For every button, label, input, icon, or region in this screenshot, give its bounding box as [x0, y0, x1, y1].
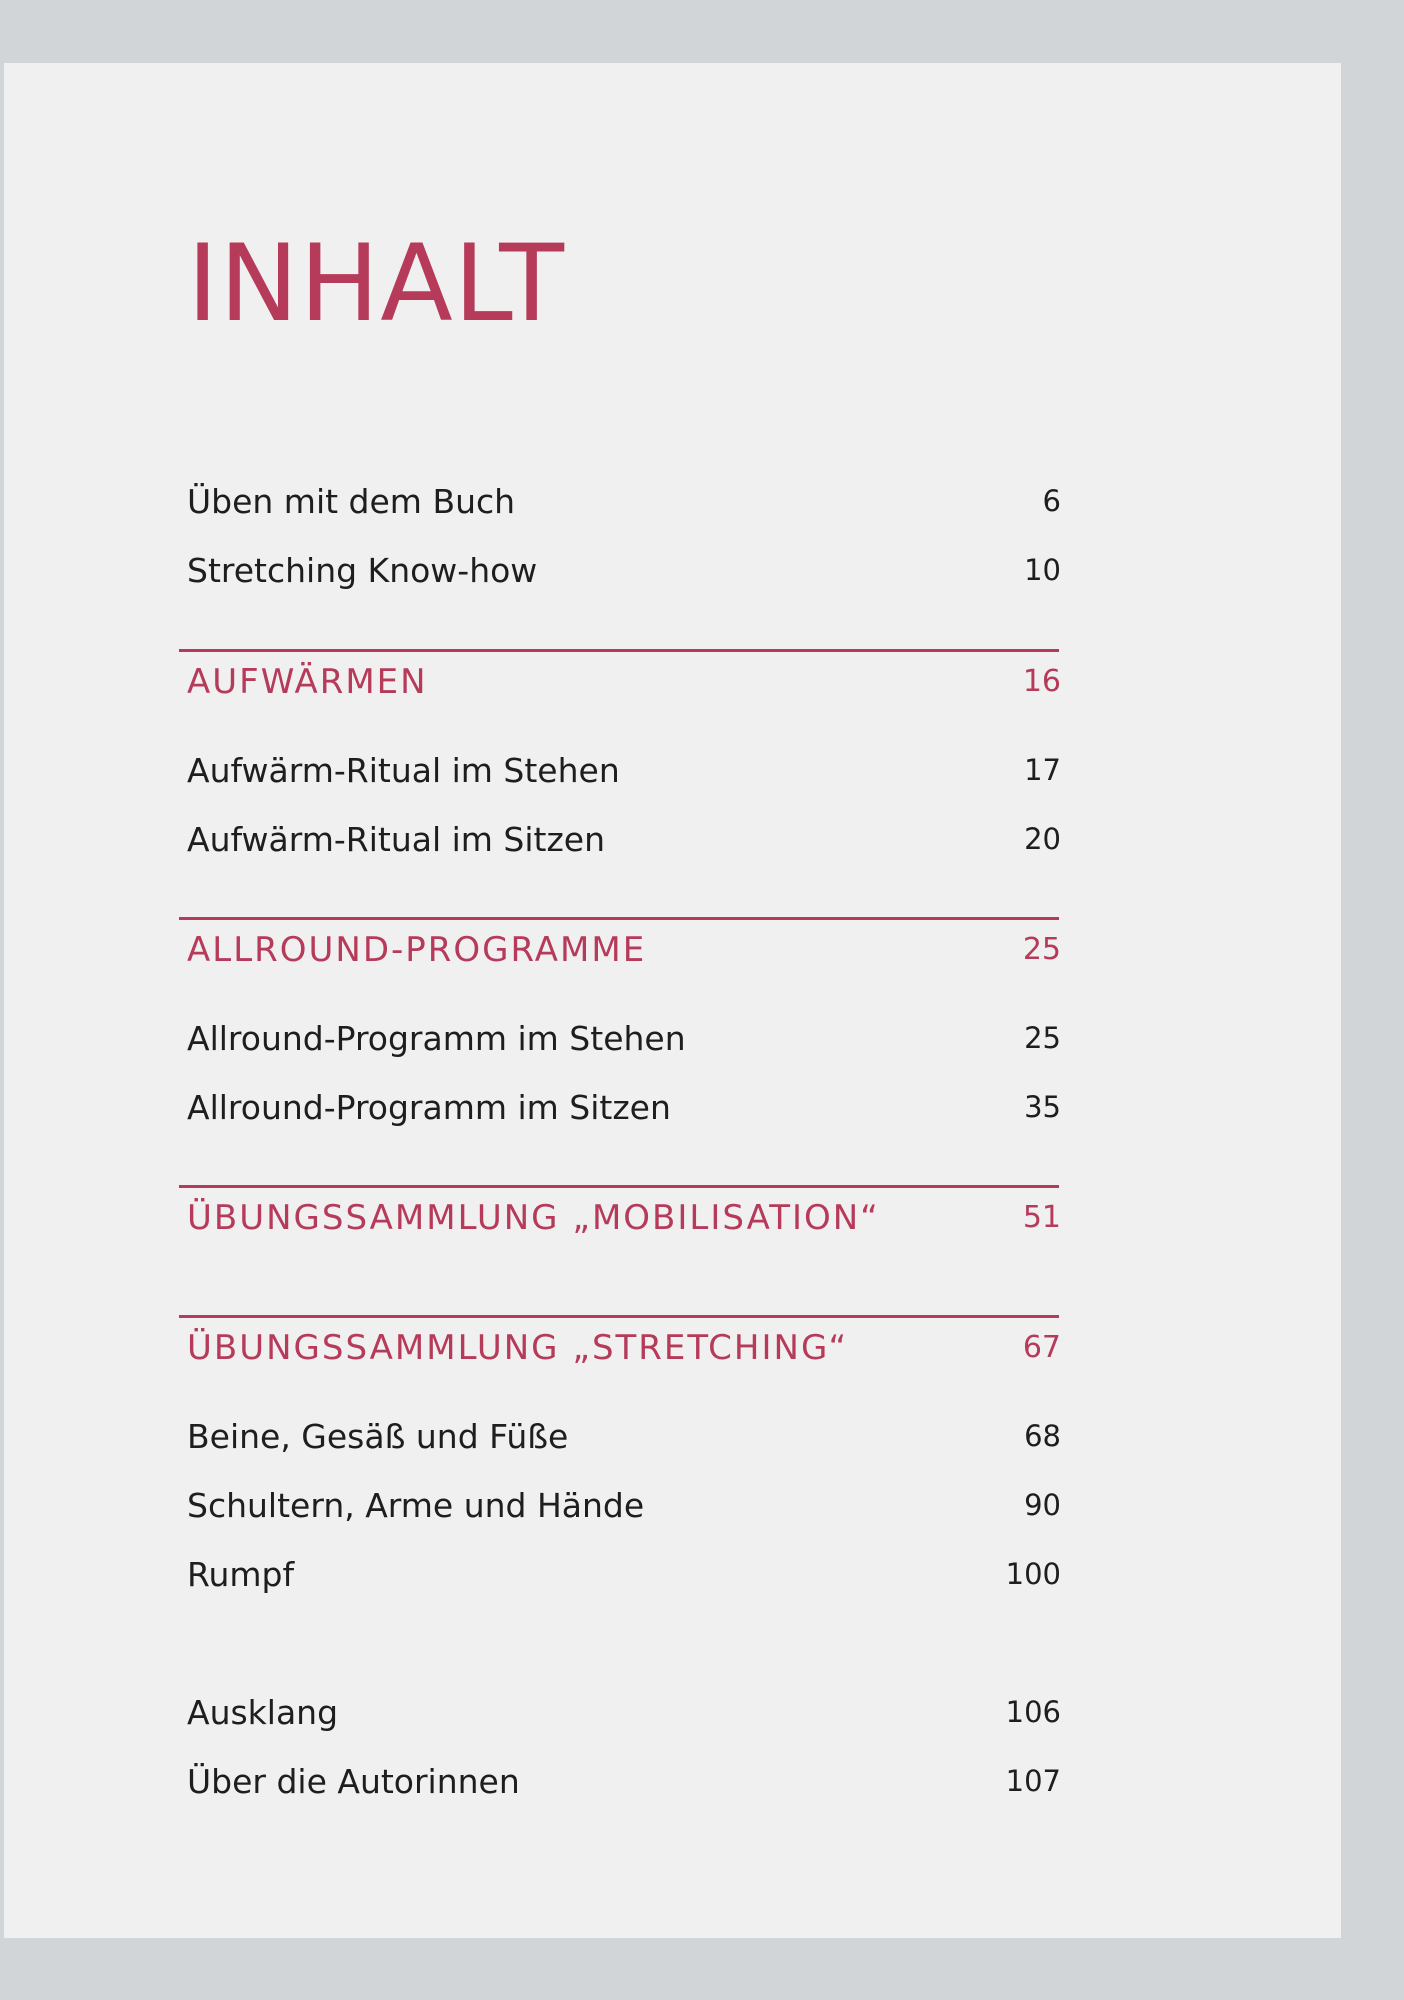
toc-entry-label: Ausklang: [187, 1692, 339, 1732]
toc-section-heading[interactable]: [187, 1196, 1061, 1240]
toc-entry-label: Rumpf: [187, 1554, 295, 1594]
section-divider: [179, 1185, 1059, 1188]
toc-entry[interactable]: [187, 1552, 1061, 1596]
page-title: INHALT: [187, 222, 565, 345]
toc-section-heading[interactable]: [187, 1326, 1061, 1370]
section-divider: [179, 1315, 1059, 1318]
toc-entry[interactable]: [187, 1414, 1061, 1458]
toc-entry-page: 10: [1024, 552, 1061, 587]
toc-entry-page: 20: [1024, 821, 1061, 856]
toc-entry[interactable]: [187, 548, 1061, 592]
toc-entry[interactable]: [187, 1483, 1061, 1527]
toc-section-page: 67: [1022, 1330, 1061, 1365]
toc-section-page: 51: [1022, 1200, 1061, 1235]
toc-section-label: AUFWÄRMEN: [187, 662, 428, 702]
toc-entry-page: 6: [1042, 483, 1061, 518]
toc-section-label: ÜBUNGSSAMMLUNG „MOBILISATION“: [187, 1198, 880, 1238]
toc-section-page: 25: [1022, 932, 1061, 967]
toc-entry-label: Aufwärm-Ritual im Stehen: [187, 750, 620, 790]
toc-entry[interactable]: [187, 479, 1061, 523]
toc-entry-page: 68: [1024, 1418, 1061, 1453]
toc-entry-label: Allround-Programm im Stehen: [187, 1018, 686, 1058]
toc-entry[interactable]: [187, 1690, 1061, 1734]
toc-entry-page: 106: [1005, 1694, 1061, 1729]
toc-entry[interactable]: [187, 1085, 1061, 1129]
toc-entry-label: Schultern, Arme und Hände: [187, 1485, 645, 1525]
toc-entry-page: 35: [1024, 1089, 1061, 1124]
toc-entry-label: Stretching Know-how: [187, 550, 538, 590]
toc-entry-page: 107: [1005, 1763, 1061, 1798]
section-divider: [179, 917, 1059, 920]
toc-entry-label: Über die Autorinnen: [187, 1761, 520, 1801]
toc-section-label: ÜBUNGSSAMMLUNG „STRETCHING“: [187, 1328, 849, 1368]
toc-entry-label: Beine, Gesäß und Füße: [187, 1416, 569, 1456]
toc-entry[interactable]: [187, 1016, 1061, 1060]
toc-entry[interactable]: [187, 1759, 1061, 1803]
toc-section-label: ALLROUND-PROGRAMME: [187, 930, 647, 970]
toc-entry-label: Aufwärm-Ritual im Sitzen: [187, 819, 606, 859]
toc-entry-label: Allround-Programm im Sitzen: [187, 1087, 671, 1127]
toc-entry-page: 25: [1024, 1020, 1061, 1055]
toc-entry[interactable]: [187, 817, 1061, 861]
section-divider: [179, 649, 1059, 652]
toc-entry-page: 90: [1024, 1487, 1061, 1522]
toc-section-page: 16: [1022, 664, 1061, 699]
book-page: [4, 63, 1341, 1938]
toc-entry-page: 17: [1024, 752, 1061, 787]
toc-entry[interactable]: [187, 748, 1061, 792]
toc-entry-label: Üben mit dem Buch: [187, 481, 516, 521]
toc-entry-page: 100: [1005, 1556, 1061, 1591]
toc-section-heading[interactable]: [187, 928, 1061, 972]
toc-section-heading[interactable]: [187, 660, 1061, 704]
